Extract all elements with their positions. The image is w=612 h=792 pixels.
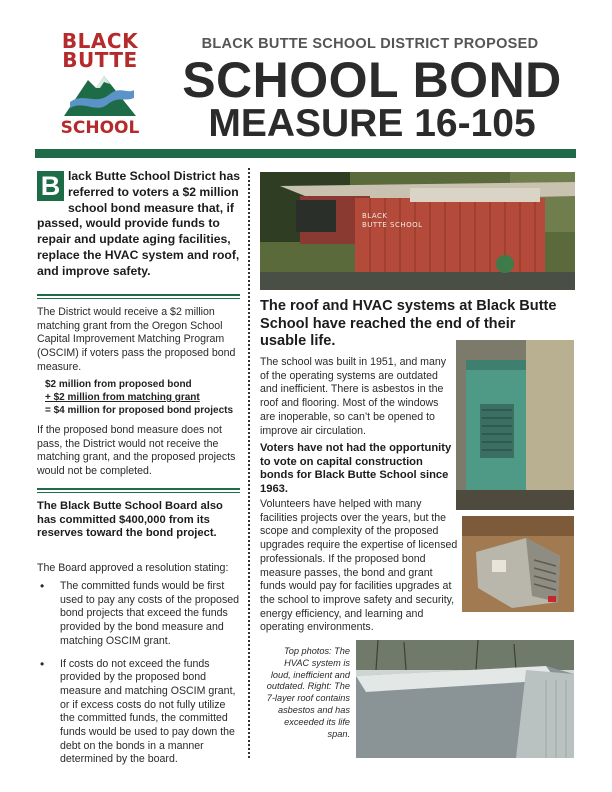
heater-photo [462,516,574,612]
header-divider [35,149,576,158]
calc-line-bond: $2 million from proposed bond [45,379,192,390]
photo-caption: Top photos: The HVAC system is loud, inefficient and outdated. Right: The 7-layer roof contains asbestos and has exceeded its life span. [266,646,350,739]
list-item: • The committed funds would be first used to pay any costs of the proposed bond projects that exceed the funds provided by the bond measure and matching OSCIM grant. [37,580,242,649]
logo-wordmark-top [54,29,146,72]
page-title: SCHOOL BOND [182,52,562,108]
resolution-intro: The Board approved a resolution stating: [37,562,229,574]
list-item: • If costs do not exceed the funds provided by the proposed bond measure and matching OSCIM grant, or if excess costs do not fully utilize the committed funds, the committed funds would be used to pay down the debt on the bonds in a manner determined by the board. [37,658,242,768]
funding-calculation [45,378,250,417]
hvac-unit-photo [456,340,574,510]
roof-hvac-headline: The roof and HVAC systems at Black Butte School have reached the end of their usable life. [260,298,557,350]
grant-paragraph: The District would receive a $2 million matching grant from the Oregon School Capital Improvement Matching Program (OSCIM) if voters pass the proposed bond measure. [37,306,236,373]
voters-statement: Voters have not had the opportunity to vote on capital construction bonds for Black Butte School since 1963. [260,442,452,495]
roof-photo [356,640,574,758]
resolution-list [37,580,242,767]
building-sign-line: BLACK [362,212,388,220]
school-building-photo [260,172,575,290]
roof-illustration [356,640,574,758]
section-divider [37,488,240,493]
school-logo [50,28,150,140]
no-pass-paragraph: If the proposed bond measure does not pass, the District would not receive the matching grant, and the proposed projects would not be completed. [37,424,236,478]
column-divider [248,168,250,758]
board-heading: The Black Butte School Board also has committed $400,000 from its reserves toward the bond project. [37,500,223,540]
calc-line-total: = $4 million for proposed bond projects [45,405,234,416]
logo-line-black: BLACK [61,29,139,53]
section-divider [37,294,240,299]
school-building-illustration [260,172,575,290]
drop-cap: B [37,171,64,201]
logo-line-butte: BUTTE [62,48,138,72]
page-subtitle: MEASURE 16-105 [208,102,536,145]
heater-illustration [462,516,574,612]
mountain-logo-icon [62,72,138,118]
logo-line-school: SCHOOL [60,118,140,138]
building-sign-line: BUTTE SCHOOL [362,221,423,229]
page-kicker: BLACK BUTTE SCHOOL DISTRICT PROPOSED [201,36,539,52]
intro-text: lack Butte School District has referred to voters a $2 million school bond measure that, if passed, would provide funds to repair and update aging facilities, replace the HVAC system and roof, and improve safety. [37,169,241,278]
intro-paragraph [37,169,242,280]
hvac-unit-illustration [456,340,574,510]
building-age-paragraph: The school was built in 1951, and many of the operating systems are outdated and inefficient. There is asbestos in the roof and flooring. Most of the windows are inoperable, so can’t be opened to improve air circulation. [260,356,447,437]
calc-line-grant: + $2 million from matching grant [45,392,200,403]
volunteers-paragraph: Volunteers have helped with many facilities projects over the years, but the scope and complexity of the proposed upgrades require the expertise of licensed professionals. If the proposed bond measure passes, the bond and grant funds would pay for facilities upgrades at the school to improve safety and security, energy efficiency, and learning and operating environments. [260,498,458,634]
building-sign [362,212,423,230]
